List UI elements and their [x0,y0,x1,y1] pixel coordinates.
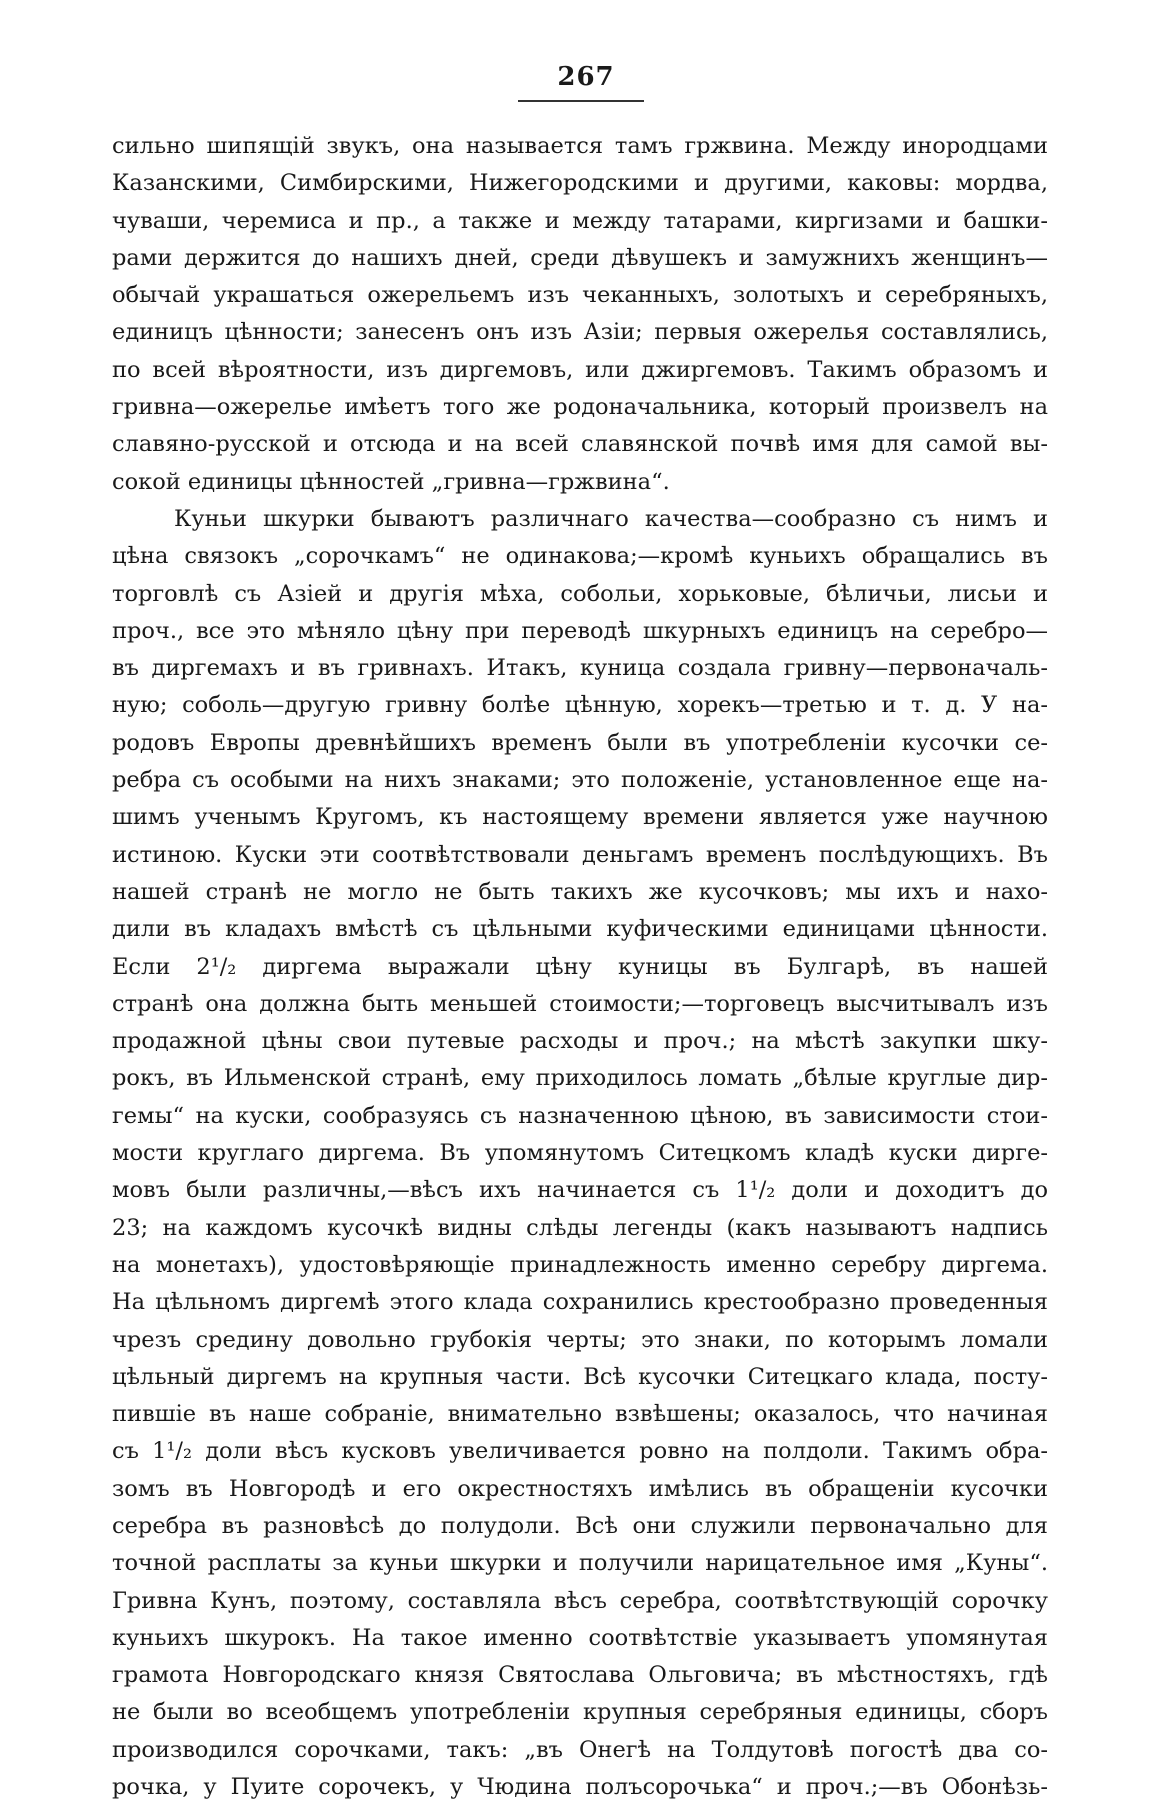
text-line: цѣльный диргемъ на крупныя части. Всѣ кусочки Ситецкаго клада, посту- [112,1363,1048,1390]
text-line: цѣна связокъ „сорочкамъ“ не одинакова;—кромѣ куньихъ обращались въ [112,543,1048,570]
text-line: чуваши, черемиса и пр., а также и между татарами, киргизами и башки- [112,207,1048,234]
text-line: пившіе въ наше собраніе, внимательно взвѣшены; оказалось, что начиная [112,1401,1048,1428]
text-line: ную; соболь—другую гривну болѣе цѣнную, хорекъ—третью и т. д. У на- [112,692,1048,719]
text-line: съ 1¹/₂ доли вѣсъ кусковъ увеличивается ровно на полдоли. Такимъ обра- [112,1438,1048,1465]
text-line: производился сорочками, такъ: „въ Онегѣ на Толдутовѣ погостѣ два со- [112,1736,1048,1763]
text-line: гемы“ на куски, сообразуясь съ назначенною цѣною, въ зависимости стои- [112,1102,1048,1129]
text-line: проч., все это мѣняло цѣну при переводѣ шкурныхъ единицъ на серебро— [112,617,1048,644]
page-number: 267 [557,62,615,92]
text-line: родовъ Европы древнѣйшихъ временъ были въ употребленіи кусочки се- [112,729,1048,756]
text-line: единицъ цѣнности; занесенъ онъ изъ Азіи; первыя ожерелья составлялись, [112,319,1048,346]
header-rule [518,100,644,102]
text-line: дили въ кладахъ вмѣстѣ съ цѣльными куфическими единицами цѣнности. [112,916,1048,943]
text-line: зомъ въ Новгородѣ и его окрестностяхъ имѣлись въ обращеніи кусочки [112,1475,1048,1502]
text-line: истиною. Куски эти соотвѣтствовали деньгамъ временъ послѣдующихъ. Въ [112,841,1048,868]
text-line: сокой единицы цѣнностей „гривна—гржвина“. [112,468,670,495]
text-line: чрезъ средину довольно грубокія черты; это знаки, по которымъ ломали [112,1326,1048,1353]
text-line: Гривна Кунъ, поэтому, составляла вѣсъ серебра, соотвѣтствующій сорочку [112,1587,1048,1614]
text-line: обычай украшаться ожерельемъ изъ чеканныхъ, золотыхъ и серебряныхъ, [112,282,1048,309]
text-line: въ диргемахъ и въ гривнахъ. Итакъ, куница создала гривну—первоначаль- [112,655,1048,682]
text-line: сильно шипящій звукъ, она называется тамъ гржвина. Между инородцами [112,133,1048,159]
text-line: грамота Новгородскаго князя Святослава Ольговича; въ мѣстностяхъ, гдѣ [112,1662,1048,1689]
text-line: продажной цѣны свои путевые расходы и проч.; на мѣстѣ закупки шку- [112,1028,1048,1055]
text-line: славяно-русской и отсюда и на всей славянской почвѣ имя для самой вы- [112,431,1048,458]
text-line: мовъ были различны,—вѣсъ ихъ начинается съ 1¹/₂ доли и доходитъ до [112,1177,1048,1204]
text-line: рочка, у Пуите сорочекъ, у Чюдина полъсорочька“ и проч.;—въ Обонѣзь- [112,1774,1048,1801]
text-line: мости круглаго диргема. Въ упомянутомъ Ситецкомъ кладѣ куски дирге- [112,1140,1048,1167]
text-line: рокъ, въ Ильменской странѣ, ему приходилось ломать „бѣлые круглые дир- [112,1065,1048,1092]
text-line: ребра съ особыми на нихъ знаками; это положеніе, установленное еще на- [112,767,1048,794]
text-line: Если 2¹/₂ диргема выражали цѣну куницы въ Булгарѣ, въ нашей [112,953,1048,980]
text-line: серебра въ разновѣсѣ до полудоли. Всѣ они служили первоначально для [112,1512,1048,1539]
text-line: шимъ ученымъ Кругомъ, къ настоящему времени является уже научною [112,804,1048,831]
text-line: куньихъ шкурокъ. На такое именно соотвѣтствіе указываетъ упомянутая [112,1624,1048,1651]
text-line: нашей странѣ не могло не быть такихъ же кусочковъ; мы ихъ и нахо- [112,878,1048,905]
text-line: точной расплаты за куньи шкурки и получили нарицательное имя „Куны“. [112,1550,1048,1577]
body-text [112,128,1048,1806]
text-line: торговлѣ съ Азіей и другія мѣха, собольи, хорьковые, бѣличьи, лисьи и [112,580,1048,607]
text-line: не были во всеобщемъ употребленіи крупныя серебряныя единицы, сборъ [112,1699,1048,1726]
text-line: странѣ она должна быть меньшей стоимости;—торговецъ высчитывалъ изъ [112,990,1048,1017]
text-line: На цѣльномъ диргемѣ этого клада сохранились крестообразно проведенныя [112,1289,1048,1316]
text-line: на монетахъ), удостовѣряющіе принадлежность именно серебру диргема. [112,1251,1048,1278]
text-line: Казанскими, Симбирскими, Нижегородскими и другими, каковы: мордва, [112,170,1048,197]
text-line: гривна—ожерелье имѣетъ того же родоначальника, который произвелъ на [112,394,1048,421]
text-line: 23; на каждомъ кусочкѣ видны слѣды легенды (какъ называютъ надпись [112,1214,1048,1241]
paragraph-start-line: Куньи шкурки бываютъ различнаго качества—сообразно съ нимъ и [174,505,1048,532]
text-line: по всей вѣроятности, изъ диргемовъ, или джиргемовъ. Такимъ образомъ и [112,356,1048,383]
text-line: рами держится до нашихъ дней, среди дѣвушекъ и замужнихъ женщинъ— [112,244,1048,271]
